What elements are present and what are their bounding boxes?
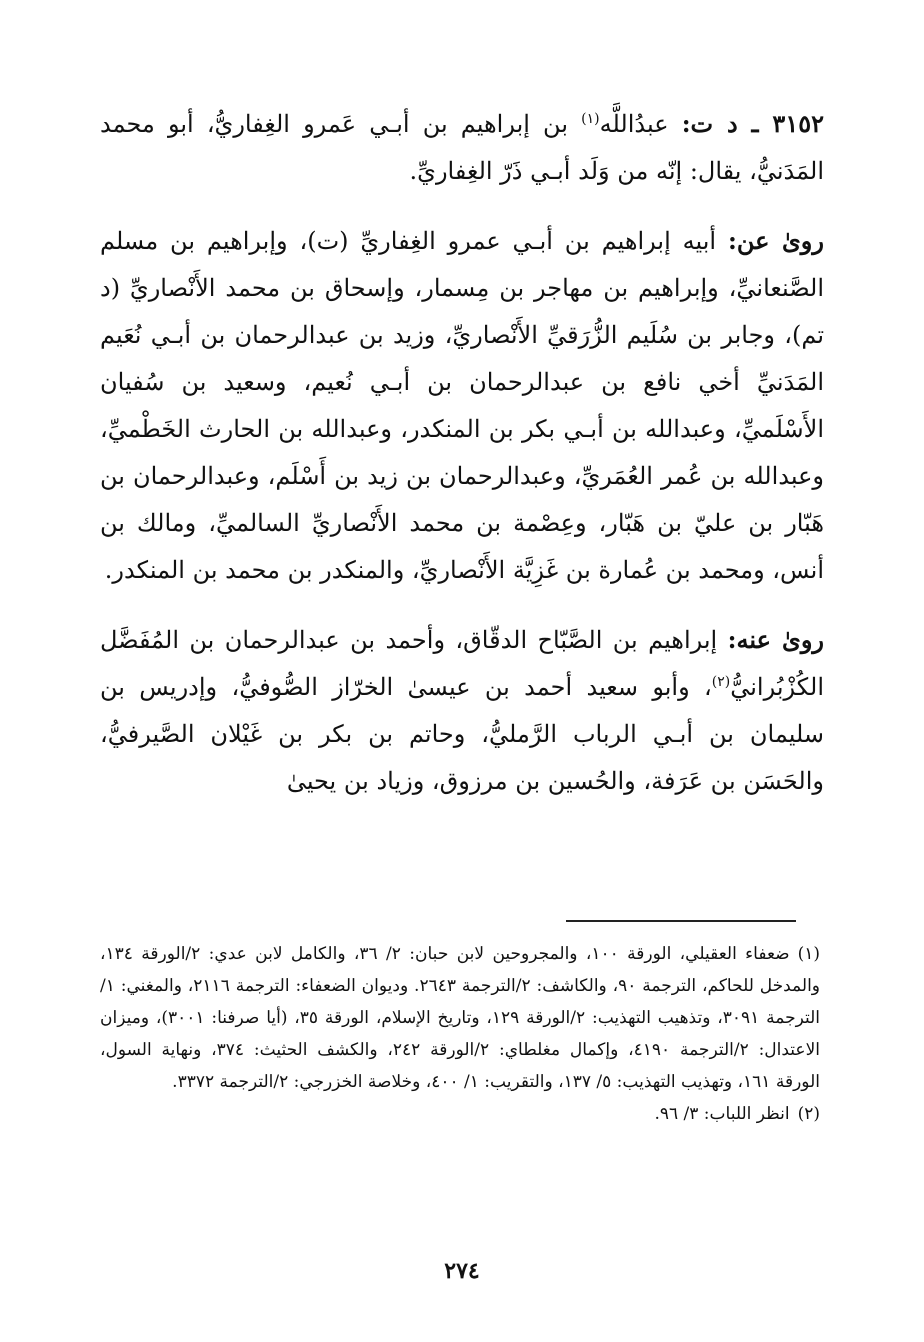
page-number: ٢٧٤ (444, 1258, 480, 1284)
footnote-text: ضعفاء العقيلي، الورقة ١٠٠، والمجروحين لابن حبان: ٢/ ٣٦، والكامل لابن عدي: ٢/الورقة ١٣٤، والمدخل للحاكم، الترجمة ٩٠، والكاشف: ٢/الترجمة ٢٦٤٣. وديوان الضعفاء: الترجمة ٢١١٦، والمغني: ١/الترجمة ٣٠٩١، وتذهيب التهذيب: ٢/الورقة ١٢٩، وتاريخ الإسلام، الورقة ٣٥، (أيا صرفنا: ٣٠٠١)، وميزان الاعتدال: ٢/الترجمة ٤١٩٠، وإكمال مغلطاي: ٢/الورقة ٢٤٢، والكشف الحثيث: ٣٧٤، ونهاية السول، الورقة ١٦١، وتهذيب التهذيب: ٥/ ١٣٧، والتقريب: ١/ ٤٠٠، وخلاصة الخزرجي: ٢/الترجمة ٣٣٧٢. (100, 944, 820, 1092)
footnote-number: (١) (797, 944, 820, 964)
footnote-2 (100, 1098, 820, 1130)
entry-name: عبدُاللَّه (599, 110, 669, 138)
narrated-by-text-1: إبراهيم بن الصَّبّاح الدقّاق، وأحمد بن عبدالرحمان بن المُفَضَّل الكُزْبُرانيُّ (100, 626, 824, 701)
narrated-from-paragraph (100, 217, 824, 594)
narrated-from-label: روىٰ عن: (727, 226, 824, 255)
footnote-ref-1: (١) (581, 111, 600, 127)
main-text (100, 100, 824, 805)
narrated-by-paragraph (100, 616, 824, 805)
footnote-text: انظر اللباب: ٣/ ٩٦. (654, 1104, 790, 1124)
entry-text: بن إبراهيم بن أبـي عَمرو الغِفاريُّ، أبو محمد المَدَنيُّ، يقال: إنّه من وَلَد أبـي ذَرّ الغِفاريِّ. (100, 110, 824, 185)
narrated-from-text: أبيه إبراهيم بن أبـي عمرو الغِفاريِّ (ت)، وإبراهيم بن مسلم الصَّنعانيِّ، وإبراهيم بن مهاجر بن مِسمار، وإسحاق بن محمد الأَنْصاريِّ (د تم)، وجابر بن سُلَيم الزُّرَقيِّ الأَنْصاريِّ، وزيد بن عبدالرحمان بن أبـي نُعَيم المَدَنيِّ أخي نافع بن عبدالرحمان بن أبـي نُعيم، وسعيد بن سُفيان الأَسْلَميِّ، وعبدالله بن أبـي بكر بن المنكدر، وعبدالله بن الحارث الخَطْميِّ، وعبدالله بن عُمر العُمَريِّ، وعبدالرحمان بن زيد بن أَسْلَم، وعبدالرحمان بن هَبّار بن عليّ بن هَبّار، وعِصْمة بن محمد الأَنْصاريِّ السالميِّ، ومالك بن أنس، ومحمد بن عُمارة بن غَزِيَّة الأَنْصاريِّ، والمنكدر بن محمد بن المنكدر. (100, 227, 824, 584)
entry-heading (100, 100, 824, 195)
footnote-ref-2: (٢) (711, 674, 731, 690)
footnote-1 (100, 938, 820, 1098)
footnote-divider (566, 920, 796, 922)
footnote-number: (٢) (797, 1104, 820, 1124)
footnotes (100, 938, 820, 1130)
entry-number: ٣١٥٢ ـ د ت: (681, 109, 824, 138)
narrated-by-text-2: ، وأبو سعيد أحمد بن عيسىٰ الخرّاز الصُّوفيُّ، وإدريس بن سليمان بن أبـي الرباب الرَّمليُّ، وحاتم بن بكر بن غَيْلان الصَّيرفيُّ، والحَسَن بن عَرَفة، والحُسين بن مرزوق، وزياد بن يحيىٰ (100, 673, 824, 795)
narrated-by-label: روىٰ عنه: (727, 625, 824, 654)
